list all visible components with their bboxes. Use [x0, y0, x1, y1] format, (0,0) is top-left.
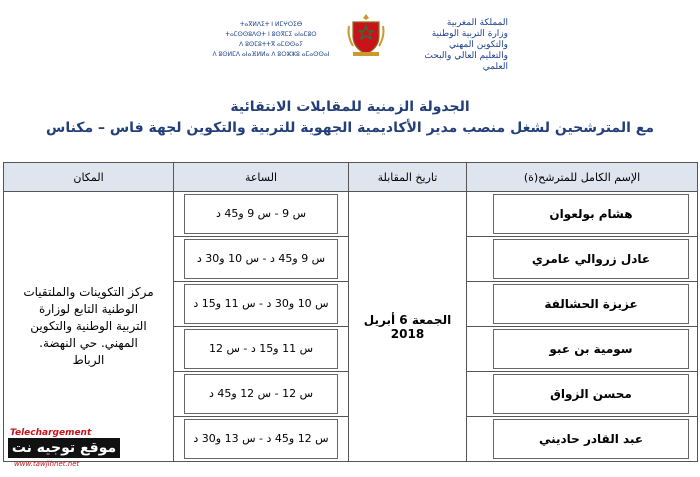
watermark-url: www.tawjihnet.net	[14, 460, 80, 468]
interview-time: س 12 و45 د - س 13 و30 د	[184, 419, 338, 459]
interview-time: س 11 و15 د - س 12	[184, 329, 338, 369]
interview-place: مركز التكوينات والملتقيات الوطنية التابع لوزارة التربية الوطنية والتكوين المهني. حي النهضة. الرباط	[4, 192, 174, 462]
candidate-name: عبد القادر حاديني	[493, 419, 689, 459]
table-row	[4, 192, 698, 237]
amazigh-ministry-header	[206, 20, 336, 60]
ministry-line: والتعليم العالي والبحث العلمي	[424, 51, 508, 72]
amazigh-line: ⵜⴰⵎⵙⵙⵓⴷⵙⵜ ⵏ ⵓⵙⴳⵎⵉ ⴰⵏⴰⵎⵓⵔ	[225, 31, 317, 38]
table-header-row	[4, 163, 698, 192]
interview-date: الجمعة 6 أبريل 2018	[349, 192, 467, 462]
interview-time: س 10 و30 د - س 11 و15 د	[184, 284, 338, 324]
interview-time: س 9 - س 9 و45 د	[184, 194, 338, 234]
candidate-name: عادل زروالي عامري	[493, 239, 689, 279]
interview-time: س 12 - س 12 و45 د	[184, 374, 338, 414]
candidate-name: محسن الزواق	[493, 374, 689, 414]
watermark-logo-text: موقع توجيه نت	[8, 438, 120, 458]
date-column-header: تاريخ المقابلة	[349, 163, 467, 192]
candidate-name: سومية بن عبو	[493, 329, 689, 369]
arabic-ministry-header	[398, 18, 508, 73]
interview-time: س 9 و45 د - س 10 و30 د	[184, 239, 338, 279]
candidate-name: عزيزة الحشالفة	[493, 284, 689, 324]
interview-schedule-table	[3, 162, 698, 462]
coat-of-arms-icon	[345, 12, 387, 58]
document-title: الجدولة الزمنية للمقابلات الانتقائية	[230, 99, 470, 115]
amazigh-line: ⴷ ⵓⵙⵍⵎⴷ ⴰⵏⴰⴼⵍⵍⴰ ⴷ ⵓⵔⵣⵣⵓ ⴰⵎⴰⵙⵙⴰⵏ	[212, 51, 330, 58]
place-column-header: المكان	[4, 163, 174, 192]
amazigh-line: ⴷ ⵓⵙⵎⵓⵜⵜⴳ ⴰⵎⵙⵙⴰⵢ	[239, 41, 303, 48]
site-watermark	[6, 428, 124, 472]
document-subtitle: مع المترشحين لشغل منصب مدير الأكاديمية الجهوية للتربية والتكوين لجهة فاس – مكناس	[46, 120, 654, 136]
ministry-line: المملكة المغربية	[446, 18, 508, 28]
ministry-line: وزارة التربية الوطنية	[431, 29, 508, 39]
watermark-label: Telechargement	[10, 428, 92, 438]
ministry-line: والتكوين المهني	[449, 40, 508, 50]
amazigh-line: ⵜⴰⴳⵍⴷⵉⵜ ⵏ ⵍⵎⵖⵔⵉⴱ	[239, 21, 303, 28]
name-column-header: الإسم الكامل للمترشح(ة)	[467, 163, 698, 192]
time-column-header: الساعة	[174, 163, 349, 192]
candidate-name: هشام بولعوان	[493, 194, 689, 234]
